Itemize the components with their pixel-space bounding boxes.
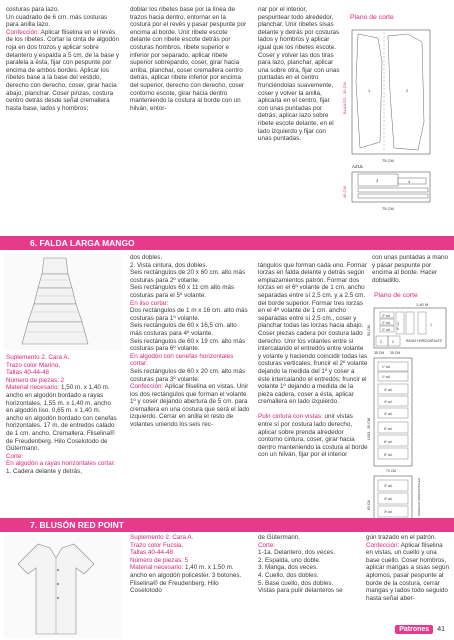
label-blanco: BLANCO - 30 CM (342, 82, 347, 114)
paragraph: Seis rectángulos de 60 x 19 cm. alto más costuras para 6º volante. (130, 337, 246, 353)
paragraph: En algodón a rayas horizontales cortar: (6, 460, 116, 468)
paragraph: Un cuadrado de 6 cm. más costuras para anilla lazo. (6, 13, 108, 29)
section-6-text-left (6, 354, 118, 476)
paragraph: costuras para lazo. (6, 6, 60, 13)
page-number: 41 (437, 626, 445, 633)
paragraph: En algodón con cenefas horizontales cortar: (130, 352, 234, 368)
paragraph: Número de piezas: 2 (6, 376, 65, 384)
paragraph: 1. Cadera delante y detrás, (6, 467, 82, 475)
paragraph: Corte: (6, 452, 24, 460)
vol-2c: 2º vol. (382, 328, 391, 332)
cen-vol-3b: 3º vol. (384, 497, 393, 501)
plano-de-corte-title-6: Plano de corte (374, 292, 418, 299)
paragraph: Número de piezas: 5 (130, 556, 189, 564)
cen-vol-3a: 3º vol. (384, 484, 393, 488)
paragraph: gún trazado en el patrón. (366, 534, 437, 541)
top-text-col-1 (6, 6, 120, 112)
section-7-text-mid (130, 534, 248, 595)
paragraph: Confección: Aplicar fliselina en vistas, un cuello y una base cuello. Coser hombros, aplicar mangas a sisas según aplomos, pasar pespunte al borde de la costura, cerrar mangas y lados todo seguido hasta señal aber- (366, 541, 449, 602)
cutting-diagram-top (338, 22, 450, 222)
s6-col3-pulir-text: unir vistas entre sí por costura lado derecho, aplicar sobre prenda alrededor contorno cintura, coser, girar hacia dentro manteniendo la costura al borde con un hilván, fijar por el interior (258, 413, 368, 459)
section-7-header: 7. BLUSÓN RED POINT (0, 518, 454, 532)
paragraph: 4. Cuello, dos dobles. (258, 571, 319, 579)
patrones-logo: Patrones (395, 625, 433, 634)
label-azul: AZUL (352, 164, 364, 169)
dim-65cm: 65 CM (367, 500, 371, 510)
paragraph: Trazo color Fucsia. (130, 541, 184, 549)
page-footer (395, 625, 445, 634)
paragraph: 2. Vista cintura, dos dobles. (130, 261, 208, 269)
section-7-text-col-3 (258, 534, 358, 595)
paragraph: 3. Manga, dos veces. (258, 564, 318, 572)
liso-vol-4c: 4º vol. (384, 412, 393, 416)
vol-5: 5º vol. (396, 321, 400, 330)
liso-vol-4b: 4º vol. (384, 400, 393, 404)
dim-140m: 1,40 M (416, 302, 429, 307)
paragraph: Seis rectángulos de 20 x 60 cm. alto más costuras para 2º volante. (130, 269, 246, 284)
paragraph: 1-1a. Delantero, dos veces. (258, 549, 336, 557)
paragraph: Material necesario: 1,50 m. x 1,40 m. ancho en algodón bordado a rayas horizontales, 1,55 m. x 1,40 m. ancho en algodón liso. 0,65 m. x 1,40 m. ancho en algodón bordado con cenefas horizontales. 17 m. de entredós calado de 1 cm. ancho. Cremallera. Fliselina® de Freudenberg. Hilo Coselotodo de Gütermann. (6, 384, 117, 453)
skirt-illustration (4, 254, 122, 350)
top-text-col-2: doblar los ribetes base por la línea de trazos hacia dentro, entornar en la costura por el revés y pasar pespunte por encima al borde. Unir ribete escote delante con ribete escote detrás por costuras hombros, ribete superior e inferior por separado, aplicar ribete superior sobrepando, coser, girar hacia arriba, planchar, coser cremallera centro detrás, aplicar ribete inferior por encima del superior, derecho con derecho, coser contorno escote, girar hacia dentro manteniendo la costura al borde con un hilván, entor- (130, 6, 247, 112)
cenefas-label: CENEFAS HORIZONTALES (417, 478, 421, 516)
label-75cm-a: 75 CM (382, 158, 394, 163)
liso-vol-4a: 4º vol. (384, 388, 393, 392)
dim-70cm-a: 70 CM (386, 469, 396, 473)
paragraph: En liso cortar: (130, 299, 169, 307)
piece-1: 1 (368, 88, 371, 93)
paragraph: Confección: Aplicar fliselina en el revés de los ribetes. Cortar la cinta de algodón roja en dos trozos y aplicar sobre delantero y espalda a 5 cm. de la base y paralela a ésta, fijar con pespunte por encima de ambos bordes. Aplicar los ribetes base a la base del vestido, derecho con derecho, coser, girar hacia abajo, planchar. Coser pinzas, costura centro detrás desde señal cremallera hasta base, lados y hombros; (6, 28, 120, 112)
liso-vol-6c: 6º vol. (384, 453, 393, 457)
vol-2b: 2º vol. (382, 321, 391, 325)
paragraph: Seis rectángulos de 60 x 16,5 cm. alto más costuras para 4º volante. (130, 322, 237, 337)
liso-vol-6a: 6º vol. (384, 427, 393, 431)
section-7-text-col-4 (366, 534, 450, 602)
liso-vol-1a: 1º vol. (382, 365, 391, 369)
dim-50cm: 50 CM (367, 325, 371, 336)
paragraph: de Gütermann. (258, 534, 301, 541)
liso-vol-6b: 6º vol. (384, 440, 393, 444)
blouse-illustration (4, 534, 122, 638)
paragraph: Confección: Aplicar fliselina en vistas. Unir los dos rectángulos que forman el volante 1º y coser dejando abertura de 5 cm. para cremallera en una costura que será el lado izquierdo. Cerrar en anilla el resto de volantes uniendo los seis rec- (130, 383, 250, 429)
rayas-label: RAYAS HORIZONTALES (406, 339, 442, 343)
label-75cm-b: 75 CM (382, 206, 394, 211)
dim-35cm-b: 35 CM (390, 351, 400, 355)
liso-label: LISO - 50 CM (367, 418, 371, 440)
label-45cm: 45 CM (342, 186, 347, 198)
section-6-header: 6. FALDA LARGA MANGO (0, 236, 454, 250)
num-1: 1 (430, 323, 432, 327)
s6-col3-main: tángulos que forman cada uno. Formar lorzas en falda delante y detrás según emplazamientos patrón. Formar dos lorzas en el 6º volante de 1 cm. ancho separadas entre sí 2,5 cm. y a 2,5 cm. del borde superior. Formar tres lorzas en el 4º volante de 1 cm. ancho separadas entre sí 2,5 cm., coser y planchar todas las lorzas hacia abajo. Coser piezas cadera por costura lado derecho. Unir los volantes entre sí intercalando el entredós entre volante y volante y haciendo coincidir todas las costuras verticales; fruncir el 2º volante dejando la medida del 1º y coser a éste intercalando el entredós; fruncir el volante 1º dejando a medida de la pieza cadera, coser a ésta, aplicar cremallera en lado izquierdo. (258, 261, 368, 406)
section-6-text-mid (130, 254, 250, 429)
section-6-text-col-4: con unas puntadas a mano y pasar pespunte por encima al borde. Hacer dobladillo. (372, 254, 448, 284)
num-2b: 2 (392, 340, 394, 344)
section-6-text-col-3 (258, 254, 368, 467)
plano-de-corte-title-top: Plano de corte (350, 14, 394, 21)
paragraph: Trazo color Marino. (6, 361, 61, 369)
cutting-diagram-6 (356, 300, 452, 540)
s6-col3-pulir-label: Pulir cintura con vistas: (258, 413, 323, 421)
piece-3: 3 (376, 178, 379, 183)
paragraph: Seis rectángulos de 60 x 20 cm. alto más costuras para 3º volante. (130, 367, 246, 383)
paragraph: Corte: (258, 541, 276, 549)
num-2: 2 (380, 340, 382, 344)
liso-vol-1b: 1º vol. (382, 375, 391, 379)
paragraph: 2. Espalda, uno doble. (258, 556, 321, 564)
piece-4: 4 (408, 179, 411, 184)
top-text-col-3: nar por el interior, pespuntear todo alrededor, planchar. Unir ribetes sisas delante y detrás por costuras lados y hombros y aplicar igual que los ribetes escote. Coser y volver las dos tiras para lazo, planchar, aplicar una sobre otra, fijar con unas puntadas en el centro frunciéndolas suavemente, coser y volver la anilla, aplicarla en el centro, fijar con unas puntadas por detrás; aplicar lazo sobre ribete escote delante, en el lado izquierdo y fijar con unas puntadas. (258, 6, 340, 143)
paragraph: Tallas 40-44-48 (130, 549, 174, 557)
paragraph: Seis rectángulos 60 x 11 cm alto más costuras para el 5º volante. (130, 284, 235, 299)
dim-35cm-a: 35 CM (374, 351, 384, 355)
paragraph: 5. Base cuello, dos dobles. (258, 579, 334, 587)
paragraph: Vistas para pulir delanteros se (258, 587, 343, 595)
paragraph: Material necesario: 1,40 m. x 1,50 m. ancho en algodón policéster. 3 botones. Fliselina® de Freudenberg. Hilo Coselotodo (130, 564, 242, 595)
vol-2a: 2º vol. (382, 314, 391, 318)
paragraph: Dos rectángulos de 1 m x 16 cm. alto más costuras para 1º volante. (130, 307, 248, 322)
paragraph: dos dobles. (130, 254, 163, 261)
paragraph: Tallas 40-44-48 (6, 369, 50, 377)
piece-2: 2 (406, 88, 409, 93)
cen-vol-3c: 3º vol. (384, 510, 393, 514)
paragraph: Suplemento 2. Cara A. (130, 534, 194, 541)
paragraph: Suplemento 2. Cara A. (6, 354, 70, 361)
